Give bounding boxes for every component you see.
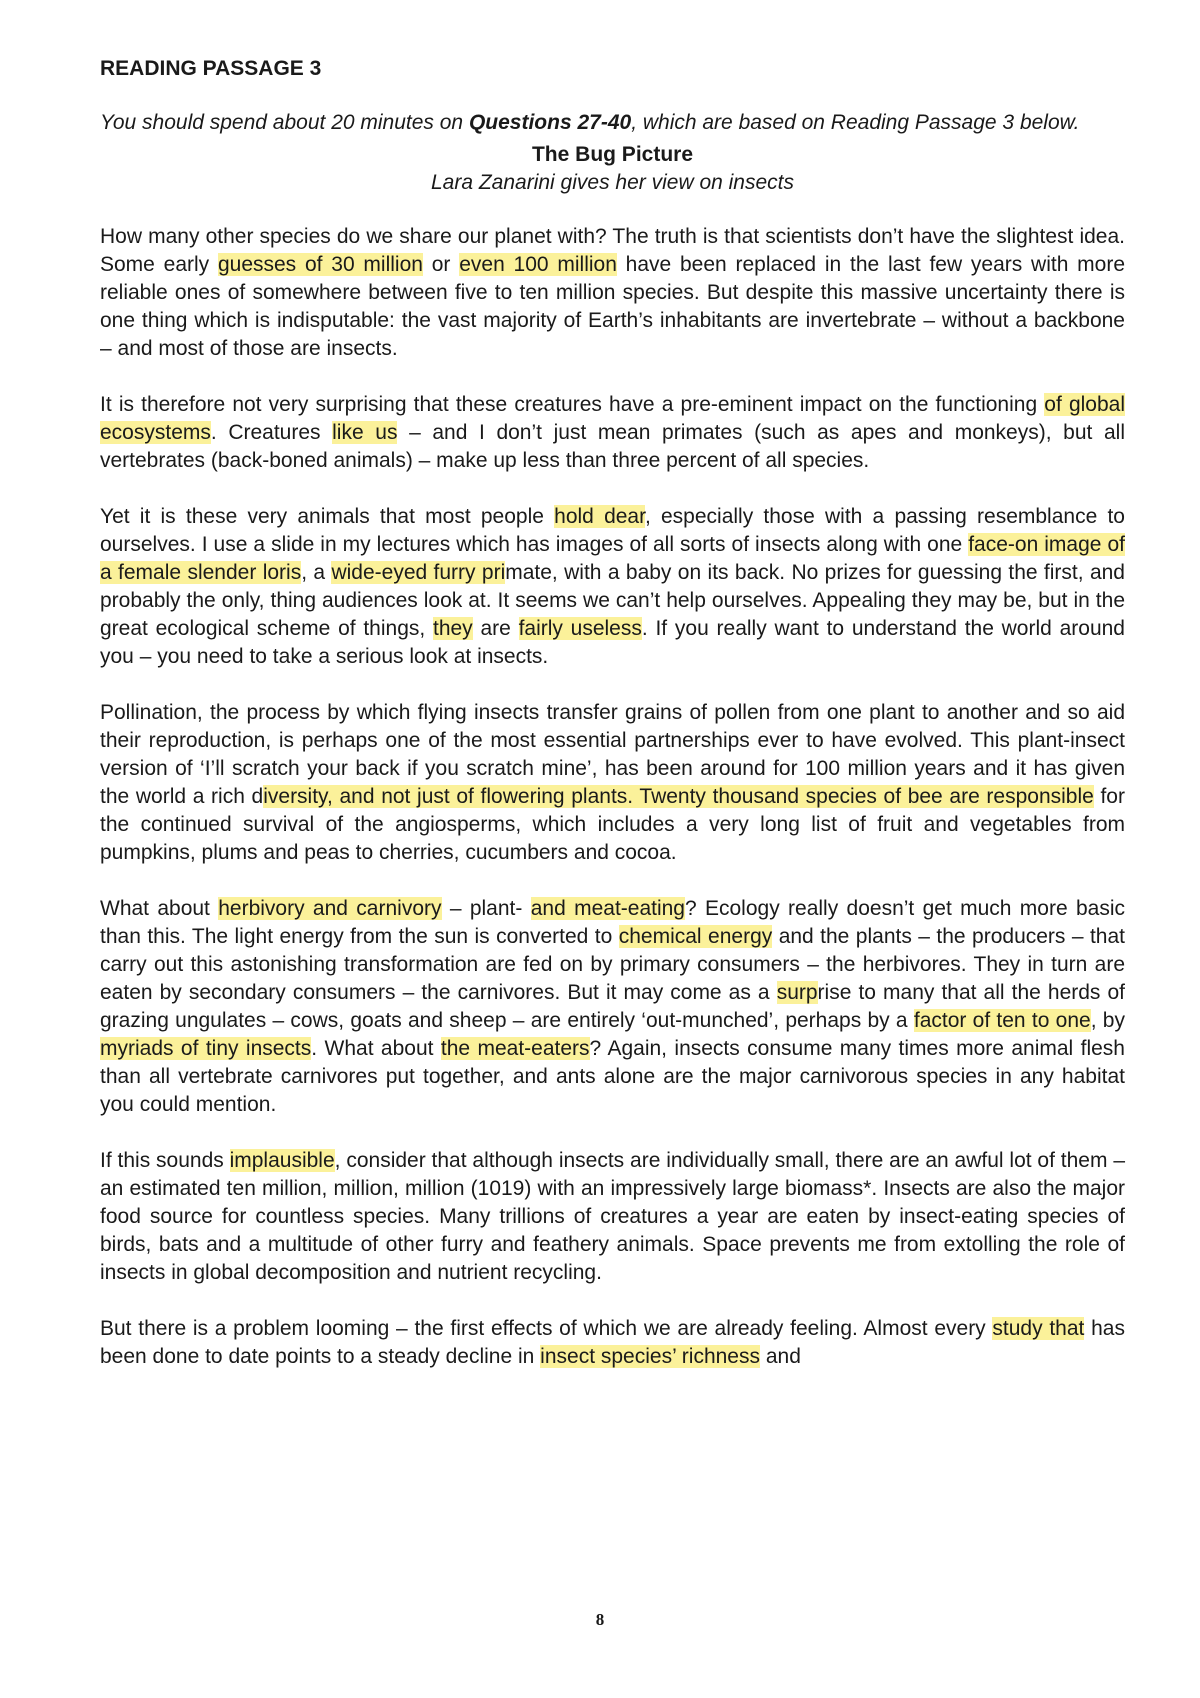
text-run: , a bbox=[301, 561, 332, 584]
paragraph-4 bbox=[100, 699, 1125, 867]
highlighted-text: the meat-eaters bbox=[440, 1037, 590, 1060]
paragraph-2 bbox=[100, 391, 1125, 475]
instructions-prefix: You should spend about 20 minutes on bbox=[100, 111, 469, 134]
highlighted-text: factor of ten to one bbox=[913, 1009, 1091, 1032]
highlighted-text: iversity, and not just of flowering plants. Twenty thousand species of bee are responsible bbox=[263, 785, 1094, 808]
highlighted-text: even 100 million bbox=[459, 253, 617, 276]
text-run: . If you really want to understand the world around you – you need to take a serious look at insects. bbox=[100, 617, 1125, 668]
highlighted-text: herbivory and carnivory bbox=[218, 897, 442, 920]
text-run: – plant- bbox=[441, 897, 531, 920]
text-run: ? Again, insects consume many times more animal flesh than all vertebrate carnivores put together, and ants alone are the major carnivorous species in any habitat you could mention. bbox=[100, 1037, 1125, 1116]
highlighted-text: fairly useless bbox=[518, 617, 642, 640]
text-run: How many other species do we share our planet with? The truth is that scientists don’t have the slightest idea. Some early bbox=[100, 225, 1125, 276]
instructions-questions: Questions 27-40 bbox=[468, 111, 632, 134]
text-run: . Creatures bbox=[210, 421, 333, 444]
article-subtitle: Lara Zanarini gives her view on insects bbox=[430, 171, 794, 194]
highlighted-text: study that bbox=[992, 1317, 1085, 1340]
article-body bbox=[100, 223, 1125, 1371]
text-run: have been replaced in the last few years with more reliable ones of somewhere between five to ten million species. But despite this massive uncertainty there is one thing which is indisputable: the vast majority of Earth’s inhabitants are invertebrate – without a backbone – and most of those are insects. bbox=[100, 253, 1126, 360]
text-run: rise to many that all the herds of grazing ungulates – cows, goats and sheep – are entirely ‘out-munched’, perhaps by a bbox=[100, 981, 1125, 1032]
page-number: 8 bbox=[595, 1610, 605, 1629]
highlighted-text: chemical energy bbox=[618, 925, 773, 948]
paragraph-1 bbox=[100, 223, 1125, 363]
highlighted-text: face-on image of a female slender loris bbox=[100, 533, 1125, 584]
highlighted-text: wide-eyed furry pri bbox=[331, 561, 506, 584]
paragraph-3 bbox=[100, 503, 1125, 671]
highlighted-text: implausible bbox=[229, 1149, 335, 1172]
text-run: . What about bbox=[311, 1037, 441, 1060]
text-run: If this sounds bbox=[100, 1149, 230, 1172]
highlighted-text: and meat-eating bbox=[530, 897, 685, 920]
text-run: and bbox=[760, 1345, 801, 1368]
text-run: mate, with a baby on its back. No prizes for guessing the first, and probably the only, thing audiences look at. It seems we can’t help ourselves. Appealing they may be, but in the great ecological scheme of things, bbox=[100, 561, 1125, 640]
paragraph-5 bbox=[100, 895, 1125, 1119]
text-run: , consider that although insects are individually small, there are an awful lot of them – an estimated ten million, million, million (1019) with an impressively large biomass*. Insects are also the major food source for countless species. Many trillions of creatures a year are eaten by insect-eating species of birds, bats and a multitude of other furry and feathery animals. Space prevents me from extolling the role of insects in global decomposition and nutrient recycling. bbox=[100, 1149, 1125, 1284]
highlighted-text: like us bbox=[332, 421, 398, 444]
highlighted-text: insect species’ richness bbox=[540, 1345, 760, 1368]
text-run: and the plants – the producers – that carry out this astonishing transformation are fed on by primary consumers – the herbivores. They in turn are eaten by secondary consumers – the carnivores. But it may come as a bbox=[100, 925, 1126, 1004]
highlighted-text: they bbox=[432, 617, 473, 640]
highlighted-text: myriads of tiny insects bbox=[100, 1037, 312, 1060]
text-run: Yet it is these very animals that most people bbox=[100, 505, 555, 528]
section-heading: READING PASSAGE 3 bbox=[100, 57, 322, 80]
text-run: But there is a problem looming – the first effects of which we are already feeling. Almost every bbox=[100, 1317, 993, 1340]
highlighted-text: guesses of 30 million bbox=[217, 253, 423, 276]
paragraph-6 bbox=[100, 1147, 1125, 1287]
instructions bbox=[100, 109, 1125, 137]
article-title: The Bug Picture bbox=[531, 143, 694, 166]
text-run: are bbox=[472, 617, 519, 640]
highlighted-text: of global ecosystems bbox=[100, 393, 1125, 444]
text-run: It is therefore not very surprising that these creatures have a pre-eminent impact on the functioning bbox=[100, 393, 1045, 416]
text-run: ? Ecology really doesn’t get much more basic than this. The light energy from the sun is converted to bbox=[100, 897, 1126, 948]
highlighted-text: hold dear bbox=[554, 505, 645, 528]
text-run: , by bbox=[1090, 1009, 1125, 1032]
text-run: or bbox=[422, 253, 460, 276]
text-run: has been done to date points to a steady decline in bbox=[100, 1317, 1125, 1368]
text-run: Pollination, the process by which flying insects transfer grains of pollen from one plant to another and so aid their reproduction, is perhaps one of the most essential partnerships ever to have evolved. This plant-insect version of ‘I’ll scratch your back if you scratch mine’, has been around for 100 million years and it has given the world a rich d bbox=[100, 701, 1125, 808]
text-run: , especially those with a passing resemblance to ourselves. I use a slide in my lectures which has images of all sorts of insects along with one bbox=[100, 505, 1125, 556]
text-run: What about bbox=[100, 897, 219, 920]
paragraph-7 bbox=[100, 1315, 1125, 1371]
document-page bbox=[100, 55, 1125, 1399]
instructions-suffix: , which are based on Reading Passage 3 below. bbox=[631, 111, 1080, 134]
text-run: – and I don’t just mean primates (such as apes and monkeys), but all vertebrates (back-boned animals) – make up less than three percent of all species. bbox=[100, 421, 1125, 472]
highlighted-text: surp bbox=[776, 981, 818, 1004]
text-run: for the continued survival of the angiosperms, which includes a very long list of fruit and vegetables from pumpkins, plums and peas to cherries, cucumbers and cocoa. bbox=[100, 785, 1125, 864]
